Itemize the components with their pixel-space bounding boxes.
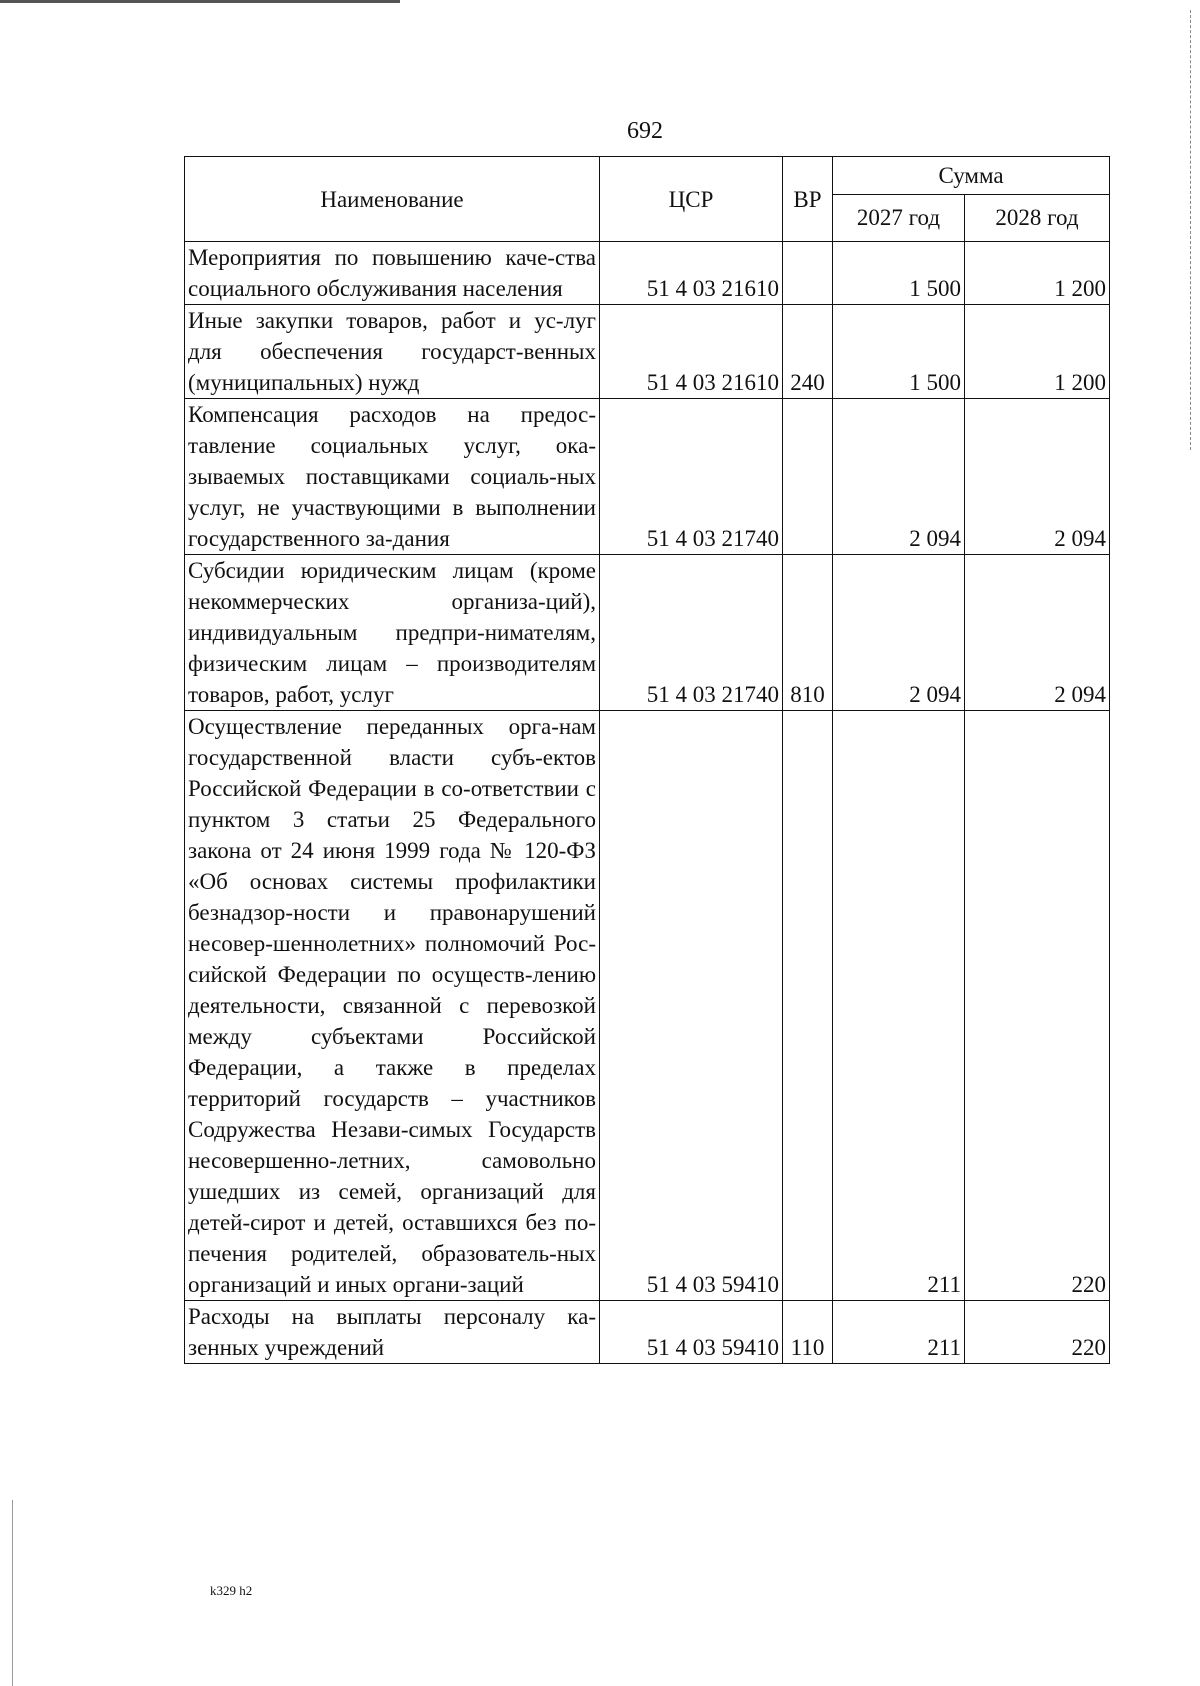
row-vr: [783, 242, 833, 305]
header-year-2028: 2028 год: [965, 195, 1110, 242]
table-row: [185, 555, 1110, 711]
table-row: [185, 711, 1110, 1301]
row-csr: 51 4 03 21610: [600, 242, 783, 305]
row-sum-2028: 1 200: [965, 305, 1110, 399]
row-csr: 51 4 03 21740: [600, 555, 783, 711]
row-sum-2027: 211: [833, 711, 965, 1301]
row-vr: [783, 711, 833, 1301]
page-number: 692: [627, 118, 663, 144]
header-sum: Сумма: [833, 157, 1110, 195]
row-name: Расходы на выплаты персоналу ка-зенных учреждений: [185, 1301, 600, 1364]
table-row: [185, 242, 1110, 305]
row-name: Компенсация расходов на предос-тавление социальных услуг, ока-зываемых поставщиками социаль-ных услуг, не участвующими в выполнении государственного за-дания: [185, 399, 600, 555]
row-sum-2028: 2 094: [965, 555, 1110, 711]
table-row: [185, 399, 1110, 555]
scan-edge-right: [1190, 10, 1192, 450]
header-name: Наименование: [185, 157, 600, 242]
row-vr: 110: [783, 1301, 833, 1364]
footer-code: k329 h2: [210, 1583, 253, 1598]
row-sum-2028: 1 200: [965, 242, 1110, 305]
row-sum-2027: 2 094: [833, 399, 965, 555]
row-vr: 810: [783, 555, 833, 711]
row-sum-2027: 1 500: [833, 305, 965, 399]
table-row: [185, 1301, 1110, 1364]
header-csr: ЦСР: [600, 157, 783, 242]
row-sum-2027: 2 094: [833, 555, 965, 711]
row-sum-2028: 220: [965, 711, 1110, 1301]
header-vr: ВР: [783, 157, 833, 242]
scan-edge-left: [12, 1500, 13, 1686]
row-sum-2027: 211: [833, 1301, 965, 1364]
table-row: [185, 305, 1110, 399]
header-year-2027: 2027 год: [833, 195, 965, 242]
row-name: Осуществление переданных орга-нам государственной власти субъ-ектов Российской Федерации в со-ответствии с пунктом 3 статьи 25 Федерального закона от 24 июня 1999 года № 120-ФЗ «Об основах системы профилактики безнадзор-ности и правонарушений несовер-шеннолетних» полномочий Рос-сийской Федерации по осуществ-лению деятельности, связанной с перевозкой между субъектами Российской Федерации, а также в пределах территорий государств – участников Содружества Незави-симых Государств несовершенно-летних, самовольно ушедших из семей, организаций для детей-сирот и детей, оставшихся без по-печения родителей, образователь-ных организаций и иных органи-заций: [185, 711, 600, 1301]
row-csr: 51 4 03 59410: [600, 1301, 783, 1364]
scan-edge-top: [0, 0, 400, 3]
row-name: Иные закупки товаров, работ и ус-луг для обеспечения государст-венных (муниципальных) нужд: [185, 305, 600, 399]
row-name: Мероприятия по повышению каче-ства социального обслуживания населения: [185, 242, 600, 305]
row-sum-2028: 220: [965, 1301, 1110, 1364]
row-csr: 51 4 03 21740: [600, 399, 783, 555]
budget-table: [184, 156, 1110, 1364]
row-sum-2027: 1 500: [833, 242, 965, 305]
row-vr: [783, 399, 833, 555]
row-csr: 51 4 03 21610: [600, 305, 783, 399]
row-csr: 51 4 03 59410: [600, 711, 783, 1301]
row-sum-2028: 2 094: [965, 399, 1110, 555]
row-vr: 240: [783, 305, 833, 399]
row-name: Субсидии юридическим лицам (кроме некоммерческих организа-ций), индивидуальным предпри-нимателям, физическим лицам – производителям товаров, работ, услуг: [185, 555, 600, 711]
